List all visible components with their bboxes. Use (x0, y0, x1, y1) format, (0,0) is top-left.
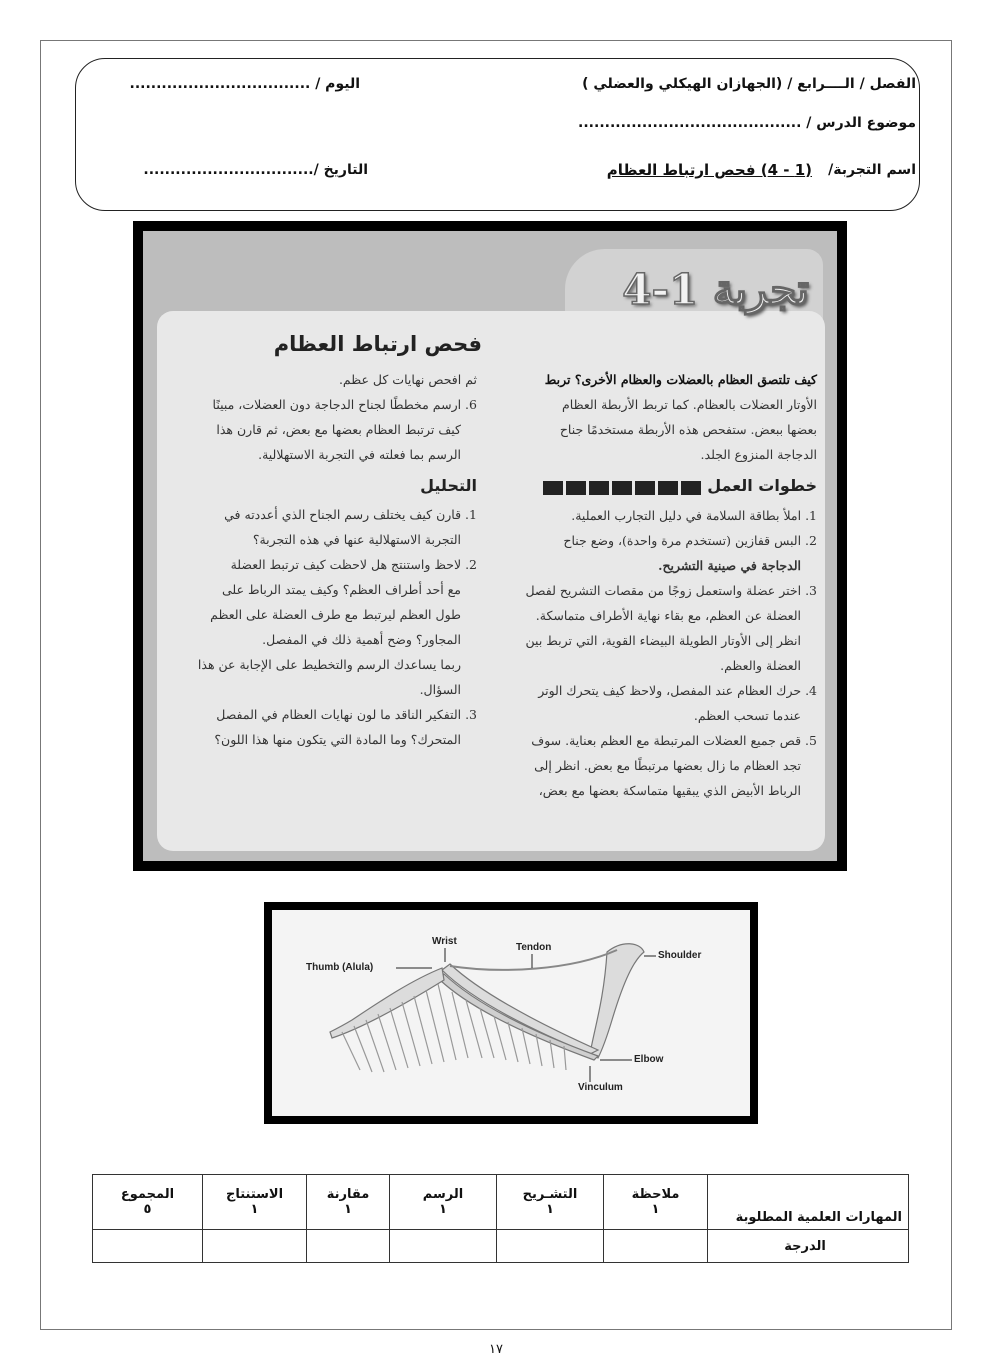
step-line: تجد العظام ما زال بعضها مرتبطًا مع بعض. انظر إلى (534, 758, 801, 773)
col-comparison (307, 1175, 390, 1230)
grade-cell[interactable] (390, 1230, 497, 1263)
col-score: ١ (250, 1202, 259, 1217)
step-line: كيف ترتبط العظام بعضها مع بعض، ثم قارن هذا (216, 422, 461, 437)
analysis-line: المجاور؟ وضح أهمية ذلك في المفصل. (262, 632, 461, 647)
day-field: اليوم / .................................. (129, 76, 360, 92)
safety-icons (540, 474, 701, 499)
procedure-column (487, 367, 817, 803)
wing-diagram (264, 902, 758, 1124)
col-name: الاستنتاج (225, 1187, 284, 1202)
label-vinculum: Vinculum (578, 1082, 623, 1093)
chapter-label: الفصل / الــــرابع / (الجهازان الهيكلي والعضلي ) (582, 76, 916, 92)
grade-cell[interactable] (307, 1230, 390, 1263)
col-observation (604, 1175, 708, 1230)
skills-row-label: المهارات العلمية المطلوبة (708, 1175, 909, 1230)
step-line: 5. قص جميع العضلات المرتبطة مع العظم بعناية. سوف (531, 733, 817, 748)
experiment-heading: تجربة 1-4 (622, 265, 809, 314)
step-line: الرسم بما فعلته في التجربة الاستهلالية. (258, 447, 461, 462)
steps-heading (487, 473, 817, 499)
col-conclusion (203, 1175, 307, 1230)
lesson-topic-field: موضوع الدرس / .......................................... (578, 115, 916, 131)
date-field: التاريخ /................................ (143, 162, 368, 178)
analysis-line: ربما يساعدك الرسم والتخطيط على الإجابة عن هذا (197, 657, 461, 672)
analysis-line: طول العظم ليرتبط مع طرف العضلة على العظم (210, 607, 461, 622)
col-name: ملاحظة (631, 1187, 680, 1202)
analysis-line: 1. قارن كيف يختلف رسم الجناح الذي أعددته في (224, 507, 477, 522)
page-number: ١٧ (489, 1342, 503, 1357)
textbook-excerpt (133, 221, 847, 871)
step-line: 4. حرك العظام عند المفصل، ولاحظ كيف يتحرك الوتر (538, 683, 817, 698)
step-line: الرباط الأبيض الذي يبقيها متماسكة بعضها مع بعض، (538, 783, 801, 798)
col-score: ١ (546, 1202, 554, 1217)
label-wrist: Wrist (432, 936, 457, 947)
col-score: ١ (439, 1202, 447, 1217)
step-line: 3. اختر عضلة واستعمل زوجًا من مقصات التشريح لفصل (525, 583, 817, 598)
grade-cell[interactable] (203, 1230, 307, 1263)
steps-heading-text: خطوات العمل (707, 476, 817, 495)
analysis-column (155, 367, 477, 752)
step-line: الدجاجة في صينية التشريح. (658, 558, 801, 573)
label-thumb: Thumb (Alula) (306, 962, 374, 973)
wing-bones-drawing (272, 910, 750, 1116)
grade-cell[interactable] (497, 1230, 604, 1263)
analysis-line: المتحرك؟ وما المادة التي يتكون منها هذا اللون؟ (214, 732, 461, 747)
analysis-line: 3. التفكير الناقد ما لون نهايات العظام في المفصل (216, 707, 477, 722)
grade-cell[interactable] (93, 1230, 203, 1263)
step-line: 2. البس قفازين (تستخدم مرة واحدة)، وضع جناح (563, 533, 817, 548)
step-line: انظر إلى الأوتار الطويلة البيضاء القوية، التي تربط بين (525, 633, 801, 648)
label-tendon: Tendon (516, 942, 552, 953)
analysis-line: 2. لاحظ واستنتج هل لاحظت كيف ترتبط العضلة (230, 557, 477, 572)
col-name: التشـريح (522, 1187, 578, 1202)
col-dissection (497, 1175, 604, 1230)
step-line: العضلة عن العظم، مع بقاء نهاية الأطراف متماسكة. (535, 608, 801, 623)
step-line: ثم افحص نهايات كل عظم. (338, 372, 477, 387)
col-drawing (390, 1175, 497, 1230)
col-name: المجموع (120, 1187, 175, 1202)
label-elbow: Elbow (634, 1054, 664, 1065)
analysis-heading: التحليل (420, 476, 477, 495)
experiment-subtitle: فحص ارتباط العظام (273, 332, 482, 356)
col-total (93, 1175, 203, 1230)
skills-score-table (92, 1174, 909, 1263)
step-line: العضلة والعظم. (720, 658, 801, 673)
intro-line: بعضها ببعض. ستفحص هذه الأربطة مستخدمًا جناح (559, 422, 817, 437)
col-name: مقارنة (326, 1187, 370, 1202)
step-line: عندما تسحب العظم. (693, 708, 801, 723)
step-line: 1. املأ بطاقة السلامة في دليل التجارب العملية. (571, 508, 817, 523)
step-line: 6. ارسم مخططًا لجناح الدجاجة دون العضلات، مبينًا (212, 397, 477, 412)
col-score: ١ (651, 1202, 660, 1217)
grade-cell[interactable] (604, 1230, 708, 1263)
label-shoulder: Shoulder (658, 950, 702, 961)
grade-row-label: الدرجة (708, 1230, 909, 1263)
col-name: الرسم (422, 1187, 464, 1202)
intro-line: الأوتار العضلات بالعظام. كما تربط الأربطة العظام (562, 397, 817, 412)
col-score: ٥ (143, 1202, 152, 1217)
col-score: ١ (344, 1202, 352, 1217)
analysis-line: مع أحد أطراف العظم؟ وكيف يمتد الرباط على (222, 582, 461, 597)
analysis-line: السؤال. (419, 682, 461, 697)
intro-line: الدجاجة المنزوع الجلد. (700, 447, 817, 462)
experiment-title: (1 - 4) فحص ارتباط العظام (606, 161, 812, 179)
analysis-line: التجربة الاستهلالية عنها في هذه التجربة؟ (252, 532, 461, 547)
experiment-name-label: اسم التجربة/ (828, 162, 916, 178)
intro-line: كيف تلتصق العظام بالعضلات والعظام الأخرى؟ تربط (544, 372, 817, 387)
